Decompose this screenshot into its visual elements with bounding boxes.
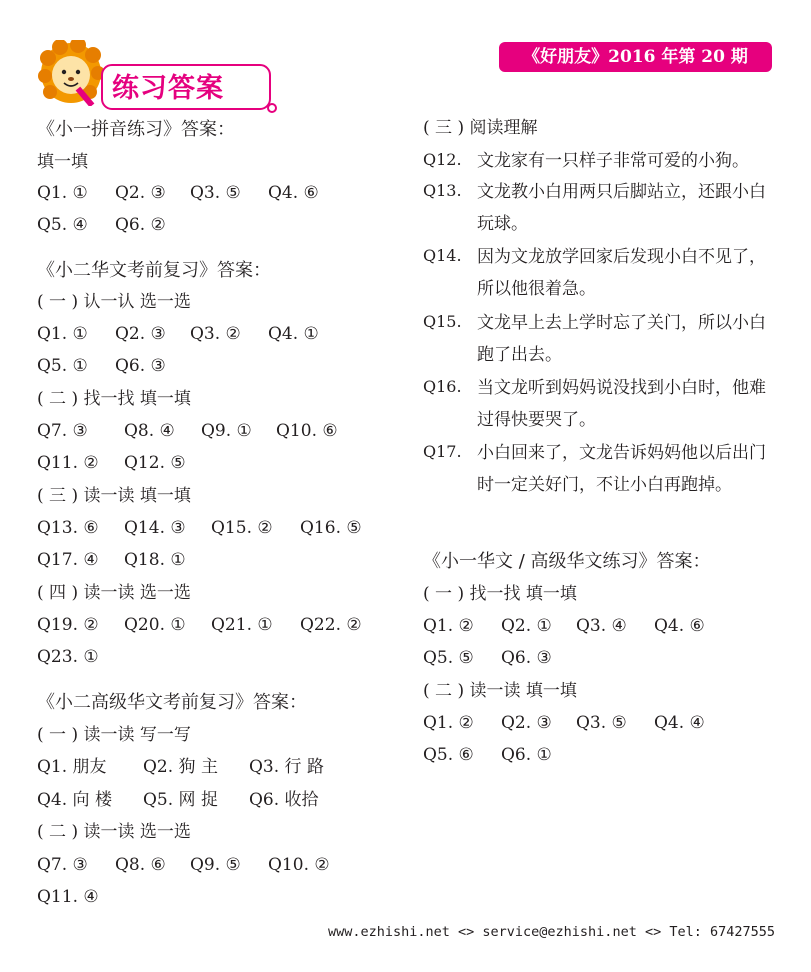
- issue-label: 《好朋友》2016 年第 20 期: [499, 42, 772, 72]
- logo-title: 练习答案: [112, 73, 224, 104]
- subsection-title: ( 二 ) 读一读 填一填: [423, 681, 577, 701]
- answer-item: Q2. ③: [115, 324, 166, 344]
- answer-item: Q3. 行 路: [249, 757, 324, 777]
- answer-text: 文龙早上去上学时忘了关门，所以小白跑了出去。: [477, 313, 766, 365]
- answer-item: Q20. ①: [124, 615, 186, 635]
- answer-item: Q22. ②: [300, 615, 362, 635]
- subsection-title: 填一填: [37, 152, 88, 172]
- answer-item: Q4. ⑥: [268, 183, 319, 203]
- answer-row: [37, 516, 362, 540]
- answer-item: Q2. 狗 主: [143, 757, 218, 777]
- answer-item: Q18. ①: [124, 550, 186, 570]
- answer-row: [37, 853, 330, 877]
- answer-row: [37, 322, 319, 346]
- question-number: Q12.: [423, 150, 462, 169]
- subsection-title: ( 一 ) 找一找 填一填: [423, 584, 577, 604]
- answer-item: Q5. ⑤: [423, 648, 474, 668]
- subsection-title: ( 一 ) 认一认 选一选: [37, 292, 191, 312]
- subsection-title: ( 二 ) 读一读 选一选: [37, 822, 191, 842]
- question-number: Q14.: [423, 246, 462, 265]
- answer-text: 小白回来了，文龙告诉妈妈他以后出门时一定关好门，不让小白再跑掉。: [477, 443, 766, 495]
- answer-row: [37, 354, 166, 378]
- answer-row: [423, 646, 552, 670]
- answer-item: Q1. ①: [37, 183, 88, 203]
- question-number: Q17.: [423, 442, 462, 461]
- answer-text: 文龙教小白用两只后脚站立，还跟小白玩球。: [477, 182, 766, 234]
- answer-item: Q6. ③: [501, 648, 552, 668]
- answer-item: Q1. ②: [423, 713, 474, 733]
- answer-text: 文龙家有一只样子非常可爱的小狗。: [477, 151, 749, 171]
- answer-text: 因为文龙放学回家后发现小白不见了，所以他很着急。: [477, 247, 766, 299]
- answer-item: Q6. ①: [501, 745, 552, 765]
- answer-item: Q4. ⑥: [654, 616, 705, 636]
- answer-item: Q16. ⑤: [300, 518, 362, 538]
- answer-item: Q4. ①: [268, 324, 319, 344]
- answer-row: [37, 645, 99, 669]
- answer-item: Q3. ⑤: [576, 713, 627, 733]
- answer-item: Q23. ①: [37, 647, 99, 667]
- answer-row: [423, 711, 705, 735]
- section-title: 《小二高级华文考前复习》答案：: [37, 692, 307, 713]
- section-title: 《小一拼音练习》答案：: [37, 119, 235, 140]
- question-number: Q15.: [423, 312, 462, 331]
- answer-item: Q10. ②: [268, 855, 330, 875]
- answer-item: Q1. ②: [423, 616, 474, 636]
- answer-item: Q15. ②: [211, 518, 273, 538]
- question-number: Q13.: [423, 181, 462, 200]
- subsection-title: ( 三 ) 阅读理解: [423, 118, 538, 138]
- answer-item: Q1. ①: [37, 324, 88, 344]
- lion-mascot-icon: [38, 40, 104, 106]
- answer-item: Q3. ⑤: [190, 183, 241, 203]
- answer-item: Q8. ⑥: [115, 855, 166, 875]
- answer-item: Q11. ④: [37, 887, 99, 907]
- section-title: 《小二华文考前复习》答案：: [37, 260, 271, 281]
- answer-row: [37, 419, 338, 443]
- answer-item: Q10. ⑥: [276, 421, 338, 441]
- section-title: 《小一华文 / 高级华文练习》答案：: [423, 551, 711, 572]
- answer-item: Q4. 向 楼: [37, 790, 112, 810]
- answer-row: [37, 755, 324, 779]
- answer-item: Q12. ⑤: [124, 453, 186, 473]
- answer-item: Q9. ⑤: [190, 855, 241, 875]
- answer-item: Q6. ③: [115, 356, 166, 376]
- subsection-title: ( 四 ) 读一读 选一选: [37, 583, 191, 603]
- answer-item: Q5. ⑥: [423, 745, 474, 765]
- answer-item: Q8. ④: [124, 421, 175, 441]
- answer-item: Q5. ①: [37, 356, 88, 376]
- subsection-title: ( 二 ) 找一找 填一填: [37, 389, 191, 409]
- subsection-title: ( 一 ) 读一读 写一写: [37, 725, 191, 745]
- answer-item: Q2. ③: [501, 713, 552, 733]
- answer-row: [37, 788, 319, 812]
- answer-item: Q2. ③: [115, 183, 166, 203]
- answer-item: Q11. ②: [37, 453, 99, 473]
- answer-item: Q14. ③: [124, 518, 186, 538]
- footer-contact: www.ezhishi.net <> service@ezhishi.net <> Tel: 67427555: [327, 924, 775, 940]
- answer-item: Q6. ②: [115, 215, 166, 235]
- answer-item: Q6. 收拾: [249, 790, 319, 810]
- answer-row: [37, 181, 319, 205]
- answer-row: [37, 885, 99, 909]
- answer-item: Q4. ④: [654, 713, 705, 733]
- answer-item: Q3. ④: [576, 616, 627, 636]
- answer-row: [37, 548, 186, 572]
- section-logo: [38, 40, 278, 120]
- answer-text: 当文龙听到妈妈说没找到小白时，他难过得快要哭了。: [477, 378, 766, 430]
- answer-item: Q19. ②: [37, 615, 99, 635]
- answer-item: Q1. 朋友: [37, 757, 107, 777]
- answer-item: Q21. ①: [211, 615, 273, 635]
- answer-item: Q7. ③: [37, 421, 88, 441]
- subsection-title: ( 三 ) 读一读 填一填: [37, 486, 191, 506]
- answer-row: [37, 213, 166, 237]
- answer-row: [37, 451, 186, 475]
- answer-item: Q2. ①: [501, 616, 552, 636]
- answer-item: Q7. ③: [37, 855, 88, 875]
- answer-item: Q13. ⑥: [37, 518, 99, 538]
- answer-item: Q5. 网 捉: [143, 790, 218, 810]
- answer-item: Q5. ④: [37, 215, 88, 235]
- question-number: Q16.: [423, 377, 462, 396]
- answer-item: Q17. ④: [37, 550, 99, 570]
- answer-item: Q3. ②: [190, 324, 241, 344]
- answer-row: [423, 614, 705, 638]
- answer-row: [37, 613, 362, 637]
- answer-row: [423, 743, 552, 767]
- answer-item: Q9. ①: [201, 421, 252, 441]
